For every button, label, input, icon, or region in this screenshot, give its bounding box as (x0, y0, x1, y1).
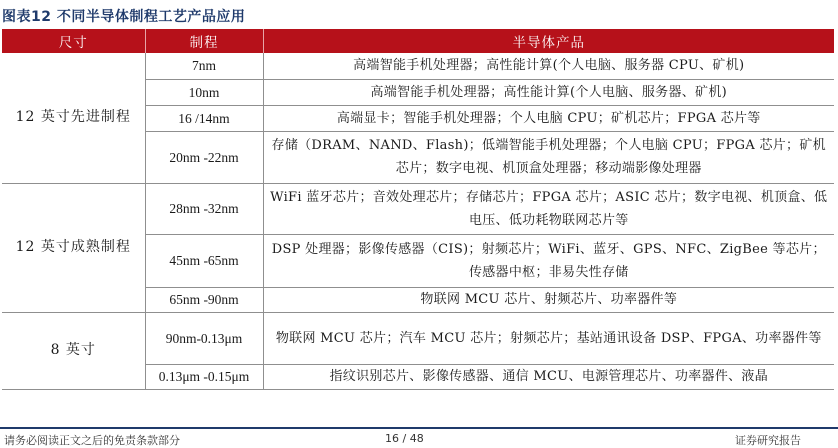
node-cell: 16 /14nm (145, 105, 263, 131)
products-cell: 高端显卡；智能手机处理器；个人电脑 CPU；矿机芯片；FPGA 芯片等 (263, 105, 834, 131)
footer-page-number: 16 / 48 (385, 432, 424, 445)
node-cell: 45nm -65nm (145, 234, 263, 287)
products-cell: 存储（DRAM、NAND、Flash)；低端智能手机处理器；个人电脑 CPU；FPGA 芯片；矿机芯片；数字电视、机顶盒处理器；移动端影像处理器 (263, 131, 834, 183)
size-cell-8inch: 8 英寸 (2, 312, 145, 389)
table-row (2, 312, 834, 364)
header-size: 尺寸 (2, 29, 145, 53)
node-cell: 20nm -22nm (145, 131, 263, 183)
table-row (2, 53, 834, 79)
node-cell: 90nm-0.13μm (145, 312, 263, 364)
node-cell: 7nm (145, 53, 263, 79)
process-products-table (2, 29, 834, 390)
products-cell: 物联网 MCU 芯片、射频芯片、功率器件等 (263, 287, 834, 312)
figure-title: 图表12 不同半导体制程工艺产品应用 (2, 9, 246, 25)
products-cell: 指纹识别芯片、影像传感器、通信 MCU、电源管理芯片、功率器件、液晶 (263, 364, 834, 389)
products-cell: 高端智能手机处理器；高性能计算(个人电脑、服务器、矿机) (263, 79, 834, 105)
node-cell: 0.13μm -0.15μm (145, 364, 263, 389)
node-cell: 28nm -32nm (145, 183, 263, 234)
products-cell: 物联网 MCU 芯片；汽车 MCU 芯片；射频芯片；基站通讯设备 DSP、FPGA、功率器件等 (263, 312, 834, 364)
table-row (2, 183, 834, 234)
footer-divider (0, 427, 838, 429)
table-header-row (2, 29, 834, 53)
footer-report-type: 证券研究报告 (735, 434, 801, 447)
node-cell: 65nm -90nm (145, 287, 263, 312)
products-cell: DSP 处理器；影像传感器（CIS)；射频芯片；WiFi、蓝牙、GPS、NFC、ZigBee 等芯片；传感器中枢；非易失性存储 (263, 234, 834, 287)
header-node: 制程 (145, 29, 263, 53)
footer-disclaimer: 请务必阅读正文之后的免责条款部分 (4, 434, 180, 447)
size-cell-advanced: 12 英寸先进制程 (2, 53, 145, 183)
size-cell-mature: 12 英寸成熟制程 (2, 183, 145, 312)
products-cell: 高端智能手机处理器；高性能计算(个人电脑、服务器 CPU、矿机) (263, 53, 834, 79)
products-cell: WiFi 蓝牙芯片；音效处理芯片；存储芯片；FPGA 芯片；ASIC 芯片；数字电视、机顶盒、低电压、低功耗物联网芯片等 (263, 183, 834, 234)
header-products: 半导体产品 (263, 29, 834, 53)
node-cell: 10nm (145, 79, 263, 105)
